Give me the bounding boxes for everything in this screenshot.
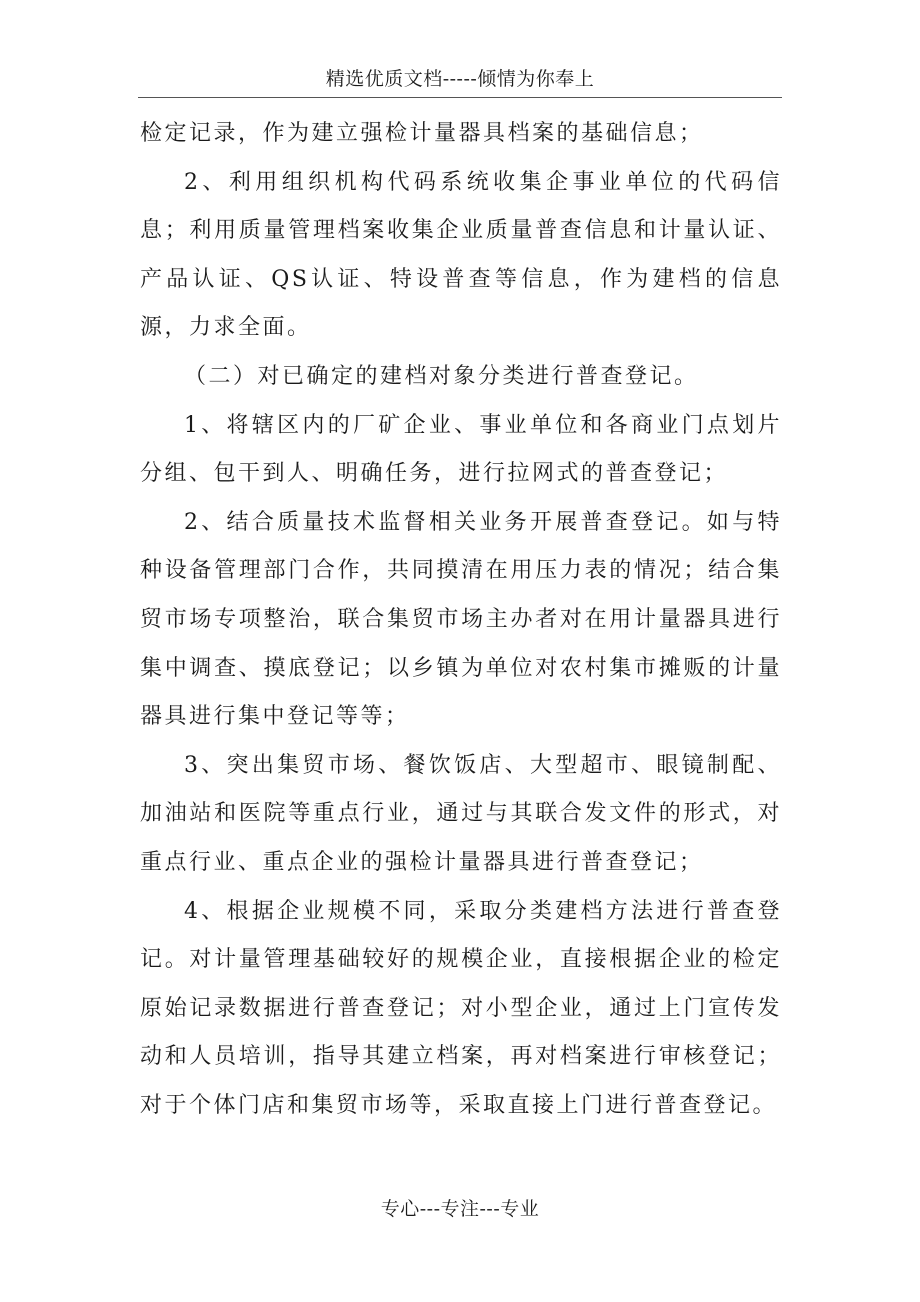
paragraph-item-2-code-info: 2、利用组织机构代码系统收集企事业单位的代码信息；利用质量管理档案收集企业质量普查信息和计量认证、产品认证、QS认证、特设普查等信息，作为建档的信息源，力求全面。 xyxy=(140,169,782,341)
paragraph-item-4-classification: 4、根据企业规模不同，采取分类建档方法进行普查登记。对计量管理基础较好的规模企业，直接根据企业的检定原始记录数据进行普查登记；对小型企业，通过上门宣传发动和人员培训，指导其建立档案，再对档案进行审核登记；对于个体门店和集贸市场等，采取直接上门进行普查登记。 xyxy=(140,898,782,1118)
paragraph-continuation: 检定记录，作为建立强检计量器具档案的基础信息； xyxy=(140,121,704,146)
paragraph-item-2-combined: 2、结合质量技术监督相关业务开展普查登记。如与特种设备管理部门合作，共同摸清在用压力表的情况；结合集贸市场专项整治，联合集贸市场主办者对在用计量器具进行集中调查、摸底登记；以乡镇为单位对农村集市摊贩的计量器具进行集中登记等等； xyxy=(140,509,782,730)
page-footer: 专心---专注---专业 xyxy=(380,1198,540,1220)
paragraph-item-3-key-industries: 3、突出集贸市场、餐饮饭店、大型超市、眼镜制配、加油站和医院等重点行业，通过与其联合发文件的形式，对重点行业、重点企业的强检计量器具进行普查登记； xyxy=(140,752,782,875)
paragraph-item-1-survey: 1、将辖区内的厂矿企业、事业单位和各商业门点划片分组、包干到人、明确任务，进行拉网式的普查登记； xyxy=(140,412,782,487)
header-divider xyxy=(138,97,782,98)
section-heading-2: （二）对已确定的建档对象分类进行普查登记。 xyxy=(184,363,699,389)
document-body xyxy=(140,110,782,1130)
page-header: 精选优质文档-----倾情为你奉上 xyxy=(325,68,595,90)
